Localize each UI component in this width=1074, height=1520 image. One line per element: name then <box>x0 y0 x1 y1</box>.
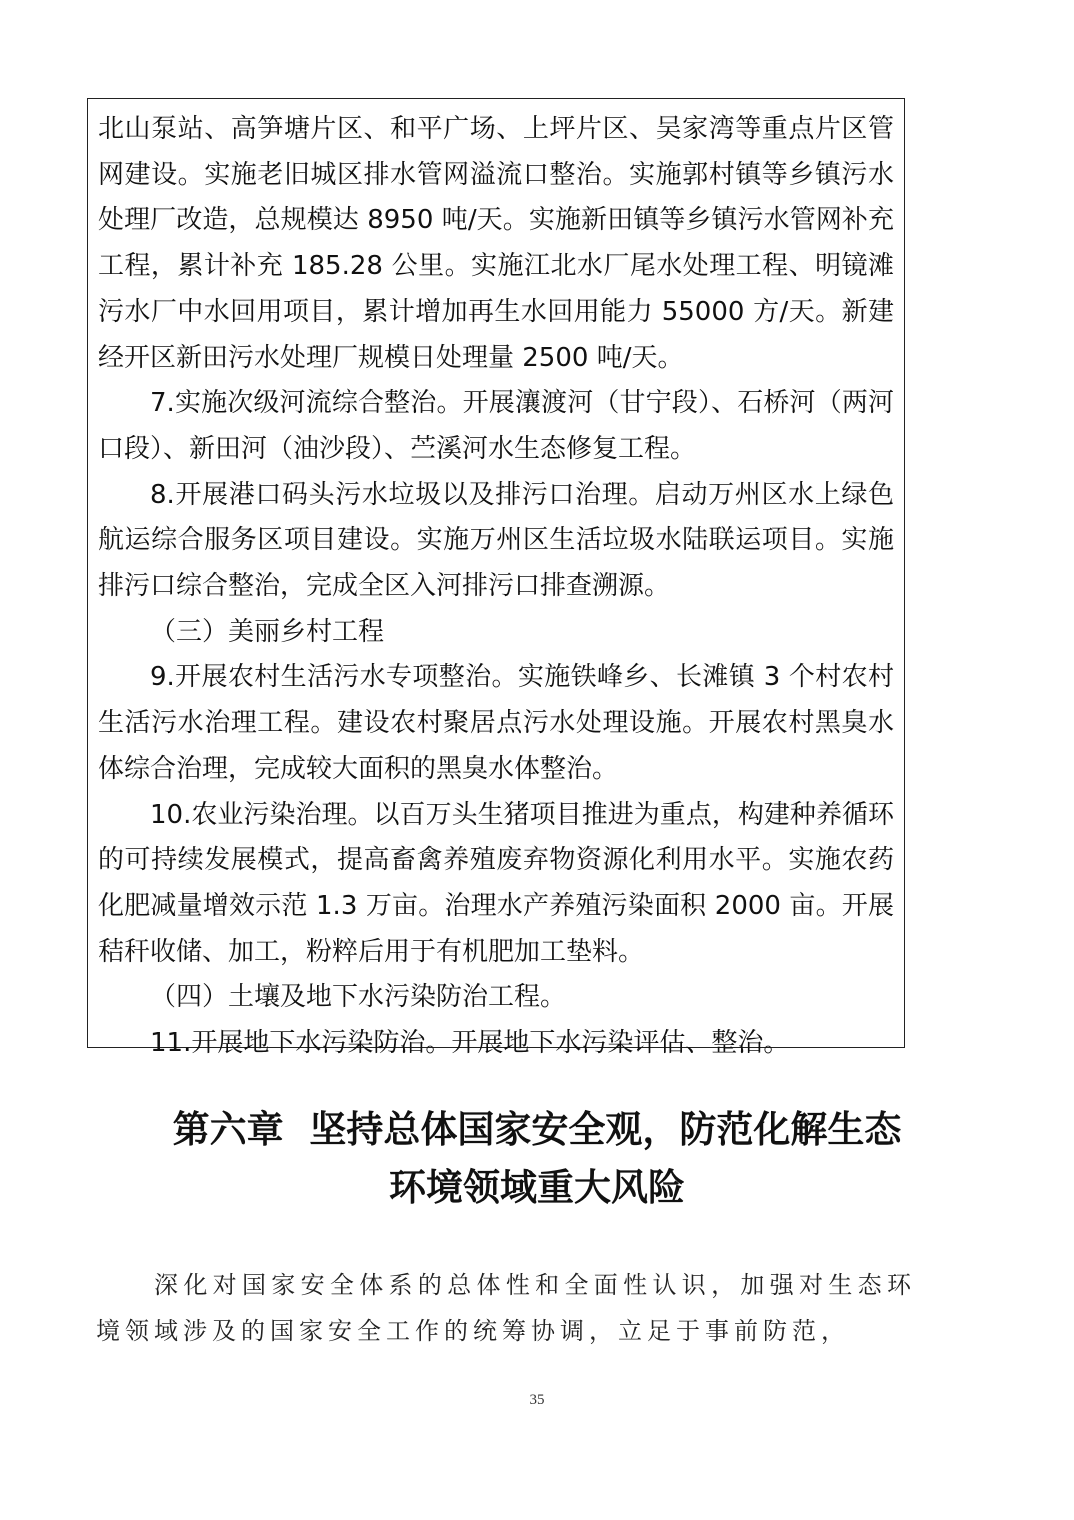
box-paragraph-item-7: 7.实施次级河流综合整治。开展瀼渡河（甘宁段）、石桥河（两河口段）、新田河（油沙段）、苎溪河水生态修复工程。 <box>98 388 894 464</box>
boxed-project-list <box>87 98 905 1059</box>
box-paragraph-item-8: 8.开展港口码头污水垃圾以及排污口治理。启动万州区水上绿色航运综合服务区项目建设。实施万州区生活垃圾水陆联运项目。实施排污口综合整治，完成全区入河排污口排查溯源。 <box>98 479 894 602</box>
chapter-title-line-2: 环境领域重大风险 <box>389 1165 685 1209</box>
body-paragraph: 深化对国家安全体系的总体性和全面性认识，加强对生态环境领域涉及的国家安全工作的统筹协调，立足于事前防范， <box>96 1271 916 1345</box>
box-paragraph-item-10: 10.农业污染治理。以百万头生猪项目推进为重点，构建种养循环的可持续发展模式，提高畜禽养殖废弃物资源化利用水平。实施农药化肥减量增效示范 1.3 万亩。治理水产养殖污染面积 2000 亩。开展秸秆收储、加工，粉粹后用于有机肥加工垫料。 <box>98 799 894 967</box>
box-subheading-3: （三）美丽乡村工程 <box>150 616 385 647</box>
chapter-title <box>60 1100 1014 1216</box>
box-subheading-4: （四）土壤及地下水污染防治工程。 <box>150 982 567 1013</box>
page-number: 35 <box>529 1392 545 1408</box>
box-paragraph-item-11: 11.开展地下水污染防治。开展地下水污染评估、整治。 <box>150 1028 790 1059</box>
chapter-title-line-1: 第六章 坚持总体国家安全观，防范化解生态 <box>172 1107 902 1151</box>
box-paragraph-continuation: 北山泵站、高笋塘片区、和平广场、上坪片区、吴家湾等重点片区管网建设。实施老旧城区排水管网溢流口整治。实施郭村镇等乡镇污水处理厂改造，总规模达 8950 吨/天。实施新田镇等乡镇污水管网补充工程，累计补充 185.28 公里。实施江北水厂尾水处理工程、明镜滩污水厂中水回用项目，累计增加再生水回用能力 55000 方/天。新建经开区新田污水处理厂规模日处理量 2500 吨/天。 <box>98 114 894 373</box>
box-paragraph-item-9: 9.开展农村生活污水专项整治。实施铁峰乡、长滩镇 3 个村农村生活污水治理工程。建设农村聚居点污水处理设施。开展农村黑臭水体综合治理，完成较大面积的黑臭水体整治。 <box>98 662 894 784</box>
